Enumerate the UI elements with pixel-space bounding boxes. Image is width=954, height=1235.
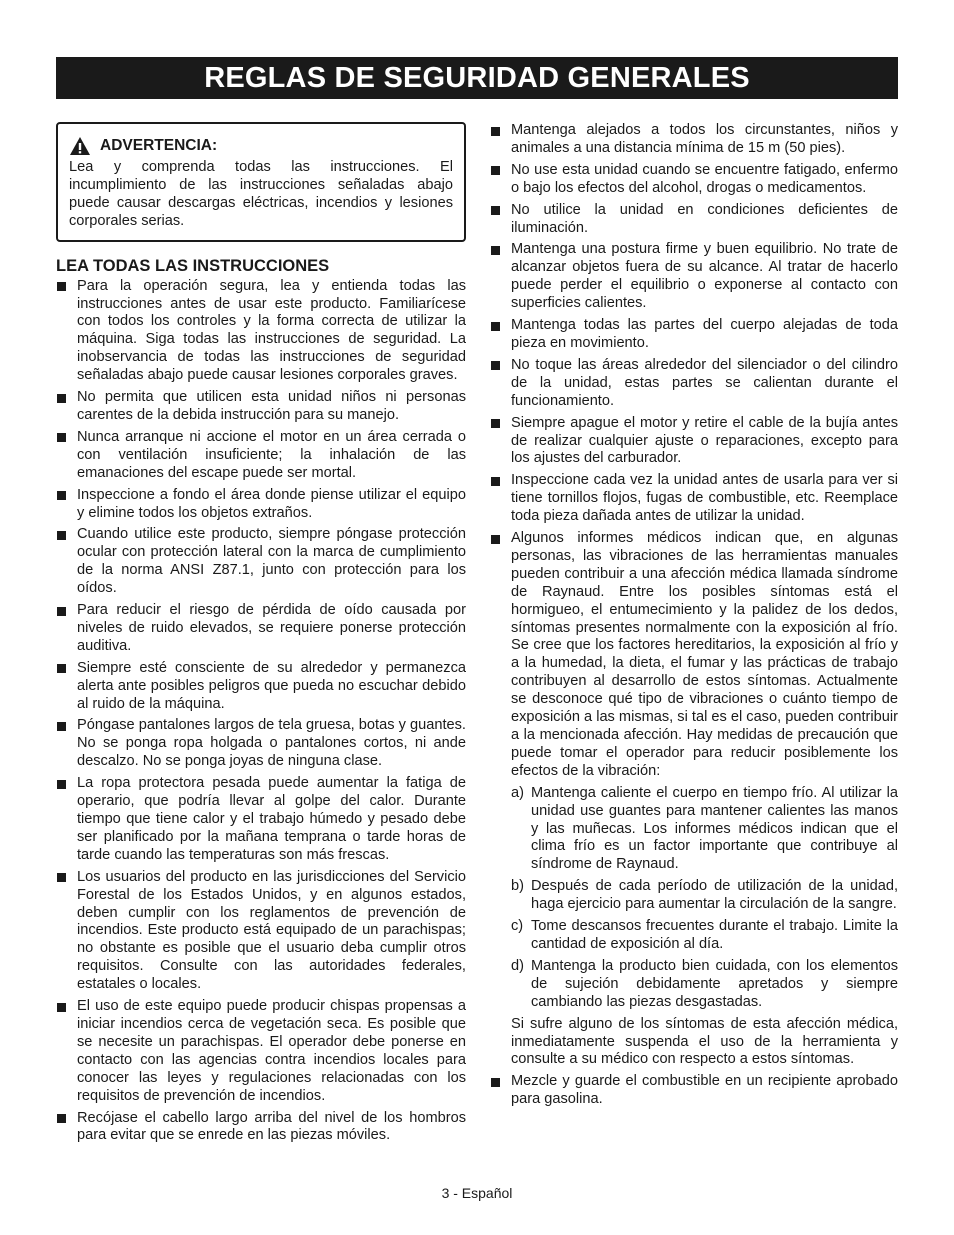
sub-list-item <box>511 878 898 914</box>
list-item: No utilice la unidad en condiciones deficientes de iluminación. <box>490 202 898 238</box>
right-bullet-list <box>490 122 898 1109</box>
warning-title: ADVERTENCIA: <box>100 137 218 155</box>
warning-box <box>56 122 466 242</box>
list-item: Siempre esté consciente de su alrededor y permanezca alerta ante posibles peligros que pueda no escuchar debido al ruido de la máquina. <box>56 660 466 714</box>
left-bullet-list <box>56 278 466 1146</box>
left-column <box>56 122 466 1149</box>
list-item: Nunca arranque ni accione el motor en un área cerrada o con ventilación insuficiente; la inhalación de las emanaciones del escape puede ser mortal. <box>56 429 466 483</box>
sub-text: Después de cada período de utilización de la unidad, haga ejercicio para aumentar la circulación de la sangre. <box>531 878 898 913</box>
list-item: Mantenga alejados a todos los circunstantes, niños y animales a una distancia mínima de 15 m (50 pies). <box>490 122 898 158</box>
list-item: Inspeccione cada vez la unidad antes de usarla para ver si tiene tornillos flojos, fugas de combustible, etc. Reemplace toda pieza dañada antes de utilizar la unidad. <box>490 472 898 526</box>
list-item: No permita que utilicen esta unidad niños ni personas carentes de la debida instrucción para su manejo. <box>56 389 466 425</box>
list-item: El uso de este equipo puede producir chispas propensas a iniciar incendios cerca de vegetación seca. Es posible que se necesite un parachispas. El operador debe ponerse en contacto con las agencias contra incendios locales para conocer las leyes y regulaciones relacionadas con los requisitos de prevención de incendios. <box>56 998 466 1105</box>
list-item: Mezcle y guarde el combustible en un recipiente aprobado para gasolina. <box>490 1073 898 1109</box>
list-item: Para la operación segura, lea y entienda todas las instrucciones antes de usar este producto. Familiarícese con todos los controles y la forma correcta de utilizar la máquina. Siga todas las instrucciones de seguridad. La inobservancia de todas las instrucciones de seguridad señaladas abajo puede causar lesiones corporales graves. <box>56 278 466 385</box>
sub-marker: c) <box>511 918 524 935</box>
sub-text: Tome descansos frecuentes durante el trabajo. Limite la cantidad de exposición al día. <box>531 918 898 952</box>
list-item: Mantenga una postura firme y buen equilibrio. No trate de alcanzar objetos fuera de su alcance. Al tratar de hacerlo puede perder el equilibrio o exponerse al contacto con superficies calientes. <box>490 241 898 313</box>
sub-text: Mantenga la producto bien cuidada, con los elementos de sujeción debidamente apretados y siempre cambiando las piezas desgastadas. <box>531 957 898 1010</box>
sub-marker: d) <box>511 957 524 974</box>
warning-triangle-icon <box>69 136 91 156</box>
right-column <box>490 122 898 1113</box>
sub-list-item <box>511 918 898 954</box>
list-item: Los usuarios del producto en las jurisdicciones del Servicio Forestal de los Estados Unidos, y en algunos estados, deben cumplir con los reglamentos de prevención de incendios. Este producto está equipado de un parachispas; no obstante es posible que el usuario deba cumplir otros requisitos. Consulte con las autoridades federales, estatales o locales. <box>56 869 466 994</box>
list-item: La ropa protectora pesada puede aumentar la fatiga de operario, que podría llevar al golpe del calor. Durante tiempo que tiene calor y el trabajo húmedo y pesado debe ser planificado por la mañana temprana o tarde horas de tarde cuando las temperaturas son más frescas. <box>56 775 466 865</box>
sub-list-item <box>511 958 898 1012</box>
raynaud-closing: Si sufre alguno de los síntomas de esta afección médica, inmediatamente suspenda el uso de la herramienta y consulte a su médico con respecto a estos síntomas. <box>511 1015 898 1068</box>
list-item: Mantenga todas las partes del cuerpo alejadas de toda pieza en movimiento. <box>490 317 898 353</box>
list-item: Recójase el cabello largo arriba del nivel de los hombros para evitar que se enrede en las piezas móviles. <box>56 1110 466 1146</box>
raynaud-item <box>490 530 898 1069</box>
sub-marker: b) <box>511 878 524 895</box>
list-item: Siempre apague el motor y retire el cable de la bujía antes de realizar cualquier ajuste o reparaciones, excepto para los ajustes del carburador. <box>490 415 898 469</box>
title-bar <box>56 57 898 99</box>
warning-header <box>69 136 453 156</box>
section-title: LEA TODAS LAS INSTRUCCIONES <box>56 256 330 275</box>
raynaud-text: Algunos informes médicos indican que, en algunas personas, las vibraciones de las herramientas manuales pueden contribuir a una afección médica llamada síndrome de Raynaud. Entre los posibles síntomas está el hormigueo, el entumecimiento y la palidez de los dedos, síntomas presentes normalmente con la exposición al frío. Se cree que los factores hereditarios, la exposición al frío y a la humedad, la dieta, el fumar y las prácticas de trabajo contribuyen al desarrollo de estos síntomas. Actualmente se desconoce qué tipo de vibraciones o cuánto tiempo de exposición a las mismas, si tal es el caso, pueden contribuir a la mencionada afección. Hay medidas de precaución que puede tomar el operador para reducir posiblemente los efectos de la vibración: <box>511 530 898 779</box>
sub-text: Mantenga caliente el cuerpo en tiempo frío. Al utilizar la unidad use guantes para mantener calientes las manos y las muñecas. Los informes médicos indican que el clima frío es un factor importante que contribuye al síndrome de Raynaud. <box>531 784 898 873</box>
list-item: Para reducir el riesgo de pérdida de oído causada por niveles de ruido elevados, se requiere ponerse protección auditiva. <box>56 602 466 656</box>
list-item: Póngase pantalones largos de tela gruesa, botas y guantes. No se ponga ropa holgada o pantalones cortos, ni ande descalzo. No se ponga joyas de ninguna clase. <box>56 717 466 771</box>
sub-list-item <box>511 785 898 875</box>
list-item: No use esta unidad cuando se encuentre fatigado, enfermo o bajo los efectos del alcohol, drogas o medicamentos. <box>490 162 898 198</box>
list-item: No toque las áreas alrededor del silenciador o del cilindro de la unidad, estas partes se calientan durante el funcionamiento. <box>490 357 898 411</box>
page-title: REGLAS DE SEGURIDAD GENERALES <box>204 61 750 94</box>
list-item: Cuando utilice este producto, siempre póngase protección ocular con protección lateral con la marca de cumplimiento de la norma ANSI Z87.1, junto con protección para los oídos. <box>56 526 466 598</box>
sub-marker: a) <box>511 784 524 801</box>
page-footer: 3 - Español <box>441 1185 513 1201</box>
list-item: Inspeccione a fondo el área donde piense utilizar el equipo y elimine todos los objetos extraños. <box>56 487 466 523</box>
warning-text: Lea y comprenda todas las instrucciones. El incumplimiento de las instrucciones señaladas abajo puede causar descargas eléctricas, incendios y lesiones corporales serias. <box>69 159 453 229</box>
raynaud-sub-list <box>511 785 898 1012</box>
